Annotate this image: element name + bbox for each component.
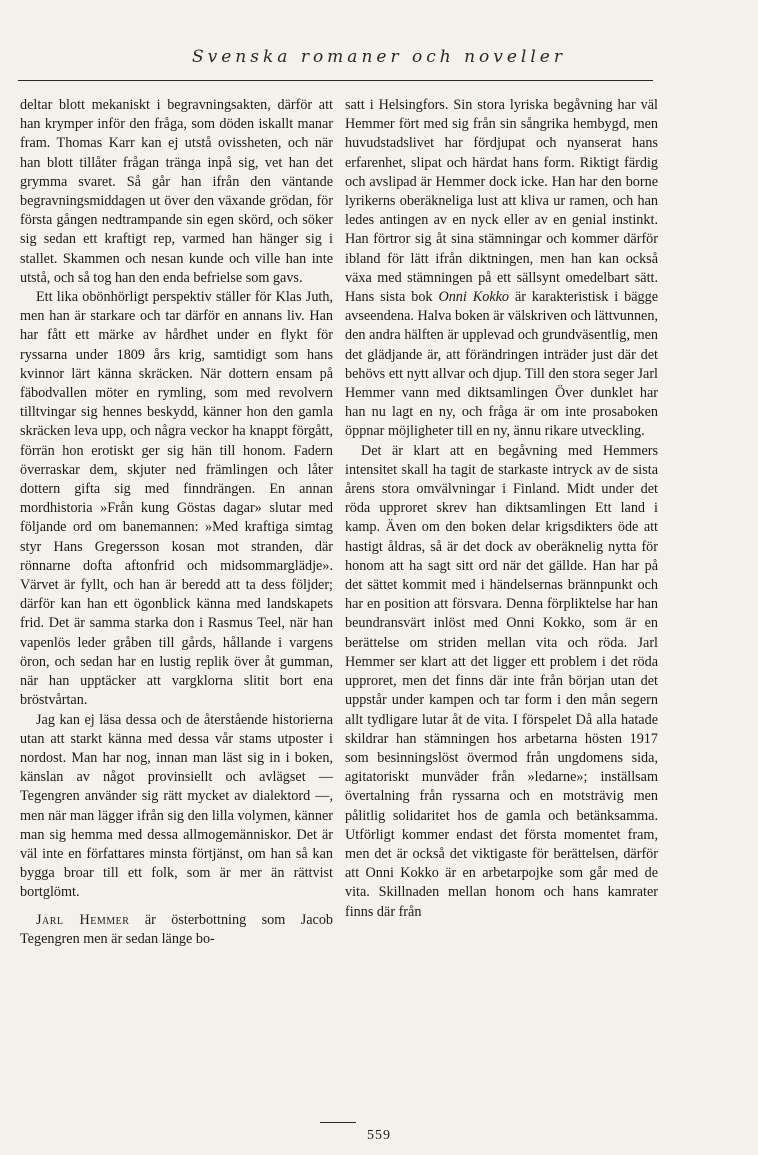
paragraph: Det är klart att en begåvning med Hemmers intensitet skall ha tagit de starkaste intryck av de sista årens stora omvälvningar i Finland. Midt under det röda upproret skrev han diktsamlingen Ett land i kamp. Även om den boken delar krigsdikters öde att hastigt åldras, så är det dock av oberäknelig nytta för honom att ha sagt sitt ord när det gällde. Han har på det sättet kommit med i händelsernas brännpunkt och har en position att försvara. Denna förpliktelse har han beundransvärt inlöst med Onni Kokko, som är en berättelse om striden mellan vita och röda. Jarl Hemmer ser klart att det ligger ett problem i det röda upproret, men det finns där inte från början utan det uppstår under kampen och tar form i den mån segern allt tydligare lutar åt de vita. I förspelet Då alla hatade skildrar han stämningen hos arbetarna hösten 1917 som besinningslöst övermod från ungdomens sida, agitatoriskt munväder från »ledarne»; inställsam övertalning från ryssarna och en motsträvig men pålitlig solidaritet hos de gamla och betänksamma. Utförligt kommer endast det första momentet fram, men det är också det viktigaste för berättelsen, därför att Onni Kokko är en arbetarpojke som går med de vita. Skillnaden mellan honom och hans kamrater finns där från — [345, 442, 658, 920]
paragraph-text: är österbottning som Jacob Tegengren men är sedan länge bo- — [20, 911, 334, 947]
paragraph: Ett lika obönhörligt perspektiv ställer för Klas Juth, men han är starkare och tar därför en annans liv. Han har fått ett märke av hårdhet under en flykt för ryssarna under 1809 års krig, samtidigt som hans kvinnor lärt känna skräcken. När dottern ensam på fäbodvallen möter en rymling, som med revolvern tilltvingar sig hennes beskydd, känner hon den gamla skräcken leva upp, och några veckor ha knappt förgått, förrän hon erotiskt ger sig hän till honom. Fadern överraskar dem, skjuter ned främlingen och låter dottern gifta sig med finndrängen. En annan mordhistoria »Från kung Göstas dagar» slutar med följande ord om banemannen: »Med kraftiga simtag styr Hans Gregersson kosan mot stranden, där rönnarne dofta aftonfrid och midsommarglädje». Värvet är fyllt, och han är beredd att ta dess följder; därför kan han ett ögonblick känna med landskapets frid. Det är samma starka don i Rasmus Teel, när han vapenlös leder gråben till gårds, hållande i vargens öron, och sedan har en lustig replik över åt gumman, när han upptäcker att vargklorna slitit bort ena bröstvårtan. — [20, 289, 333, 709]
book-title: Onni Kokko — [438, 289, 510, 306]
paragraph: Jag kan ej läsa dessa och de återstående historierna utan att starkt känna med dessa vår stams utposter i nordost. Man har nog, innan man läst sig in i boken, känslan av något provinsiellt och avlägset — Tegengren använder sig rätt mycket av dialektord —, men när man lägger ifrån sig den lilla volymen, känner man sig hemma med dessa allmogemänniskor. Det är väl inte en författares minsta förtjänst, om han så kan bygga broar till ett folk, som är mer än rättvist bortglömt. — [20, 711, 333, 901]
header-rule — [18, 80, 653, 81]
paragraph — [20, 911, 333, 949]
paragraph-text: satt i Helsingfors. Sin stora lyriska begåvning har väl Hemmer fört med sig från sin sångrika hembygd, men huvudstadslivet har fördjupat och nyanserat hans erfarenhet, slipat och härdat hans form. Riktigt färdig och avslipad är Hemmer dock icke. Han har den borne lyrikerns oberäkneliga lust att kliva ur ramen, och han ledes antingen av en nyck eller av en genial instinkt. Han förtror sig åt sina stämningar och kommer därför ibland för lätt ifrån diktningen, men han kan också växa med stämningen på ett sällsynt omedelbart sätt. Hans sista bok — [345, 97, 658, 306]
author-name: Jarl Hemmer — [36, 911, 130, 928]
paragraph: deltar blott mekaniskt i begravningsakten, därför att han krymper inför den fråga, som döden iskallt manar fram. Thomas Karr kan ej utstå ovissheten, och när han blott tillåter frågan tränga inpå sig, vet han det grymma svaret. Så går han ifrån den väntande begravningsmiddagen ut över den växande grödan, för första gången nedtrampande sin egen skörd, och söker sig sedan ett kraftigt rep, varmed han hänger sig i stallet. Skammen och nesan kunde och ville han inte utstå, och så tog han den enda befrielse som gavs. — [20, 97, 333, 286]
page-number: 559 — [367, 1128, 391, 1143]
right-column — [345, 96, 658, 922]
paragraph-text: är karakteristisk i bägge avseendena. Halva boken är välskriven och lättvunnen, den andra hälften är upplevad och grundväsentlig, men det glädjande är, att förändringen inträder just där det behövs ett nytt allvar och djup. Till den stora seger Jarl Hemmer vann med diktsamlingen Över dunklet har han nu lagt en ny, och fråga är om inte prosaboken öppnar möjligheter till en ny, ännu rikare utveckling. — [345, 289, 658, 440]
running-title: Svenska romaner och noveller — [192, 47, 566, 67]
footer-rule — [320, 1122, 356, 1123]
paragraph — [345, 96, 658, 442]
left-column — [20, 96, 333, 949]
